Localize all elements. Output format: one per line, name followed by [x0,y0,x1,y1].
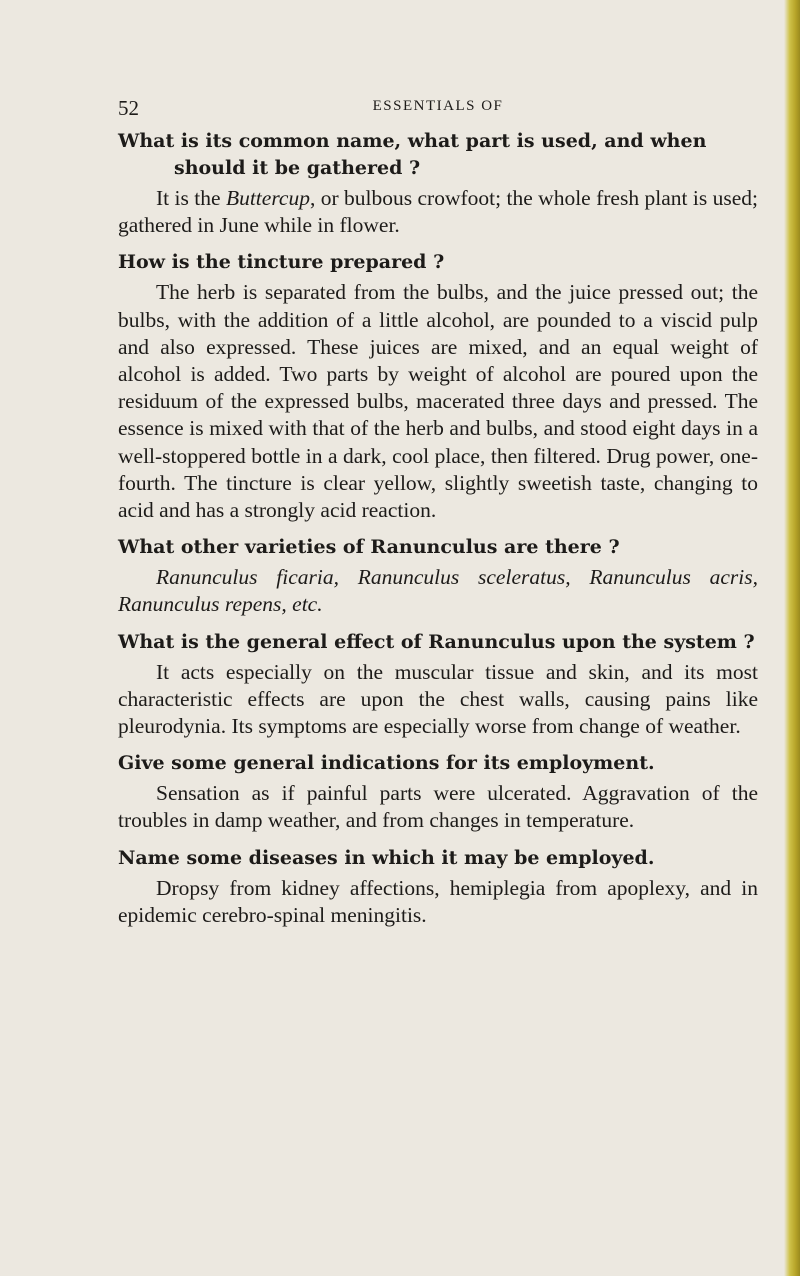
running-head: ESSENTIALS OF [372,98,504,114]
question-line-2: should it be gathered ? [174,157,421,179]
question-general-effect: What is the general effect of Ranunculus upon the system ? [118,630,755,653]
book-page [118,96,758,939]
question-diseases: Name some diseases in which it may be employed. [118,846,655,869]
answer-italic-name: Buttercup [225,186,310,210]
answer-text-pre: It is the [156,186,226,210]
page-edge [784,0,800,1276]
question-line-1: What is its common name, what part is used, and when [118,130,707,152]
question-varieties: What other varieties of Ranunculus are there ? [118,536,620,559]
answer-general-effect: It acts especially on the muscular tissue and skin, and its most characteristic effects are upon the chest walls, causing pains like pleurodynia. Its symptoms are especially worse from change of weather. [118,659,758,739]
page-header [118,96,758,122]
page-number: 52 [118,96,139,120]
question-indications: Give some general indications for its employment. [118,752,655,775]
answer-indications: Sensation as if painful parts were ulcerated. Aggravation of the troubles in damp weather, and from changes in temperature. [118,781,758,833]
answer-common-name [118,185,758,239]
question-common-name [118,128,758,182]
answer-diseases: Dropsy from kidney affections, hemiplegia from apoplexy, and in epidemic cerebro-spinal meningitis. [118,875,758,927]
answer-varieties: Ranunculus ficaria, Ranunculus sceleratus, Ranunculus acris, Ranunculus repens, etc. [118,565,758,617]
answer-tincture: The herb is separated from the bulbs, and the juice pressed out; the bulbs, with the addition of a little alcohol, are pounded to a viscid pulp and also expressed. These juices are mixed, and an equal weight of alcohol is added. Two parts by weight of alcohol are poured upon the residuum of the expressed bulbs, macerated three days and pressed. The essence is mixed with that of the herb and bulbs, and stood eight days in a well-stoppered bottle in a dark, cool place, then filtered. Drug power, one-fourth. The tincture is clear yellow, slightly sweetish taste, changing to acid and has a strongly acid reaction. [118,280,758,523]
question-tincture: How is the tincture prepared ? [118,251,445,274]
answer-text-post: , or bulbous crowfoot; the whole fresh plant is used; gathered in June while in flower. [118,186,758,238]
